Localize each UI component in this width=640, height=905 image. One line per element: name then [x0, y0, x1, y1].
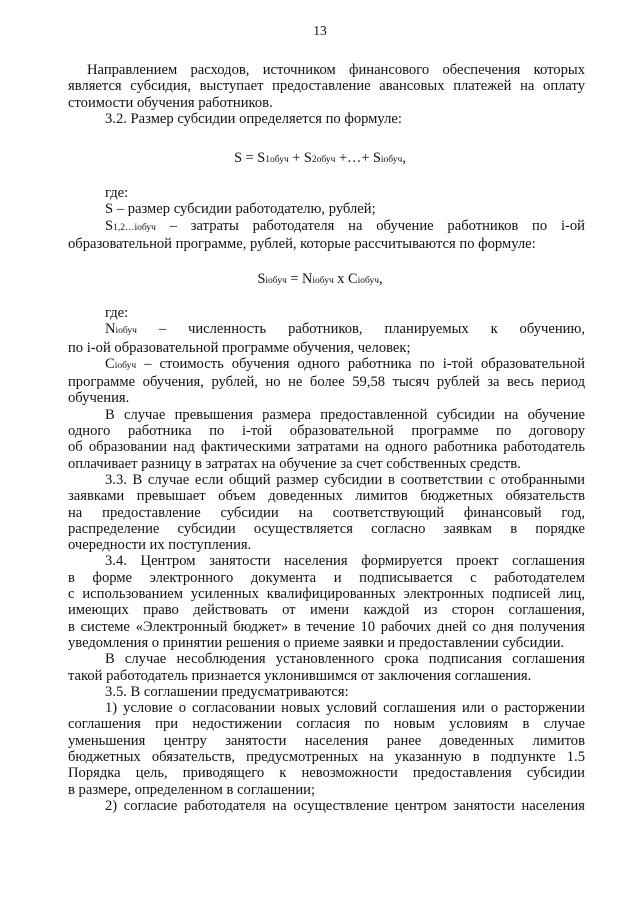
formula-total-subsidy: S = S1обуч + S2обуч +…+ Siобуч, [234, 150, 406, 166]
text-line: об образовании над фактическими затратами на одного работника работодатель [68, 439, 585, 456]
text-line: является субсидия, выступает предоставление авансовых платежей на оплату [68, 78, 585, 95]
text-line: соглашения при недостижении согласия по новым условиям в случае [68, 716, 585, 733]
text-line: 3.5. В соглашении предусматриваются: [105, 683, 349, 700]
text-line: Направлением расходов, источником финансового обеспечения которых [87, 62, 585, 78]
text-line: уведомления о принятии решения о приеме заявки и предоставлении субсидии. [68, 634, 565, 651]
text-line: обучения. [68, 390, 130, 407]
text-line: на предоставление субсидии на соответствующий финансовый год, [68, 504, 585, 521]
definition-c: Ciобуч – стоимость обучения одного работника по i-той образовательной [105, 355, 585, 372]
text-line: Порядка цель, приводящего к невозможности предоставления субсидии [68, 765, 585, 782]
text-line: 2) согласие работодателя на осуществление центром занятости населения [105, 797, 585, 814]
paragraph-funding [68, 62, 585, 127]
text-line: программе обучения, рублей, но не более 59,58 тысяч рублей за весь период [68, 374, 585, 391]
text-line: такой работодатель признается уклонившимся от заключения соглашения. [68, 667, 532, 684]
text-line: имеющих право действовать от имени каждой из сторон соглашения, [68, 602, 585, 619]
text-line: В случае превышения размера предоставленной субсидии на обучение [105, 406, 585, 423]
text-line: в системе «Электронный бюджет» в течение 10 рабочих дней со дня получения [68, 618, 585, 635]
text-line: распределение субсидии осуществляется согласно заявкам в порядке [68, 520, 585, 537]
text-line: бюджетных обязательств, предусмотренных на указанную в подпункте 1.5 [68, 749, 585, 766]
definitions-block-2 [68, 305, 585, 814]
text-line: в форме электронного документа и подписывается с работодателем [68, 569, 585, 586]
text-line: образовательной программе, рублей, которые рассчитываются по формуле: [68, 235, 536, 252]
text-line: 3.4. Центром занятости населения формируется проект соглашения [105, 553, 585, 570]
text-line: 1) условие о согласовании новых условий соглашения или о расторжении [105, 700, 585, 717]
text-line: В случае несоблюдения установленного срока подписания соглашения [105, 651, 585, 668]
formula-costs: Siобуч = Niобуч x Ciобуч, [257, 271, 383, 287]
text-line: с использованием усиленных квалифицированных электронных подписей лиц, [68, 586, 585, 603]
text-line: 3.2. Размер субсидии определяется по формуле: [105, 110, 402, 127]
definitions-block-1 [68, 185, 585, 252]
text-line: оплачивает разницу в затратах на обучение за счет собственных средств. [68, 455, 521, 472]
text-line: в размере, определенном в соглашении; [68, 781, 316, 798]
definition-n: Niобуч – численность работников, планируемых к обучению, [105, 321, 585, 338]
definition-s: S – размер субсидии работодателю, рублей; [105, 201, 376, 218]
text-line: 3.3. В случае если общий размер субсидии в соответствии с отобранными [105, 471, 585, 488]
where-label: где: [105, 185, 129, 201]
text-line: заявками превышает объем доведенных лимитов бюджетных обязательств [68, 488, 585, 505]
definition-s12: S1,2…iобуч – затраты работодателя на обучение работников по i-ой [105, 217, 585, 234]
page-number: 13 [313, 23, 327, 38]
text-line: стоимости обучения работников. [68, 94, 273, 111]
text-line: по i-ой образовательной программе обучения, человек; [68, 339, 411, 356]
text-line: уменьшения центру занятости населения ранее доведенных лимитов [68, 732, 585, 749]
where-label: где: [105, 305, 129, 321]
text-line: одного работника по i-той образовательной программе по договору [68, 423, 585, 440]
text-line: очередности их поступления. [68, 537, 252, 554]
